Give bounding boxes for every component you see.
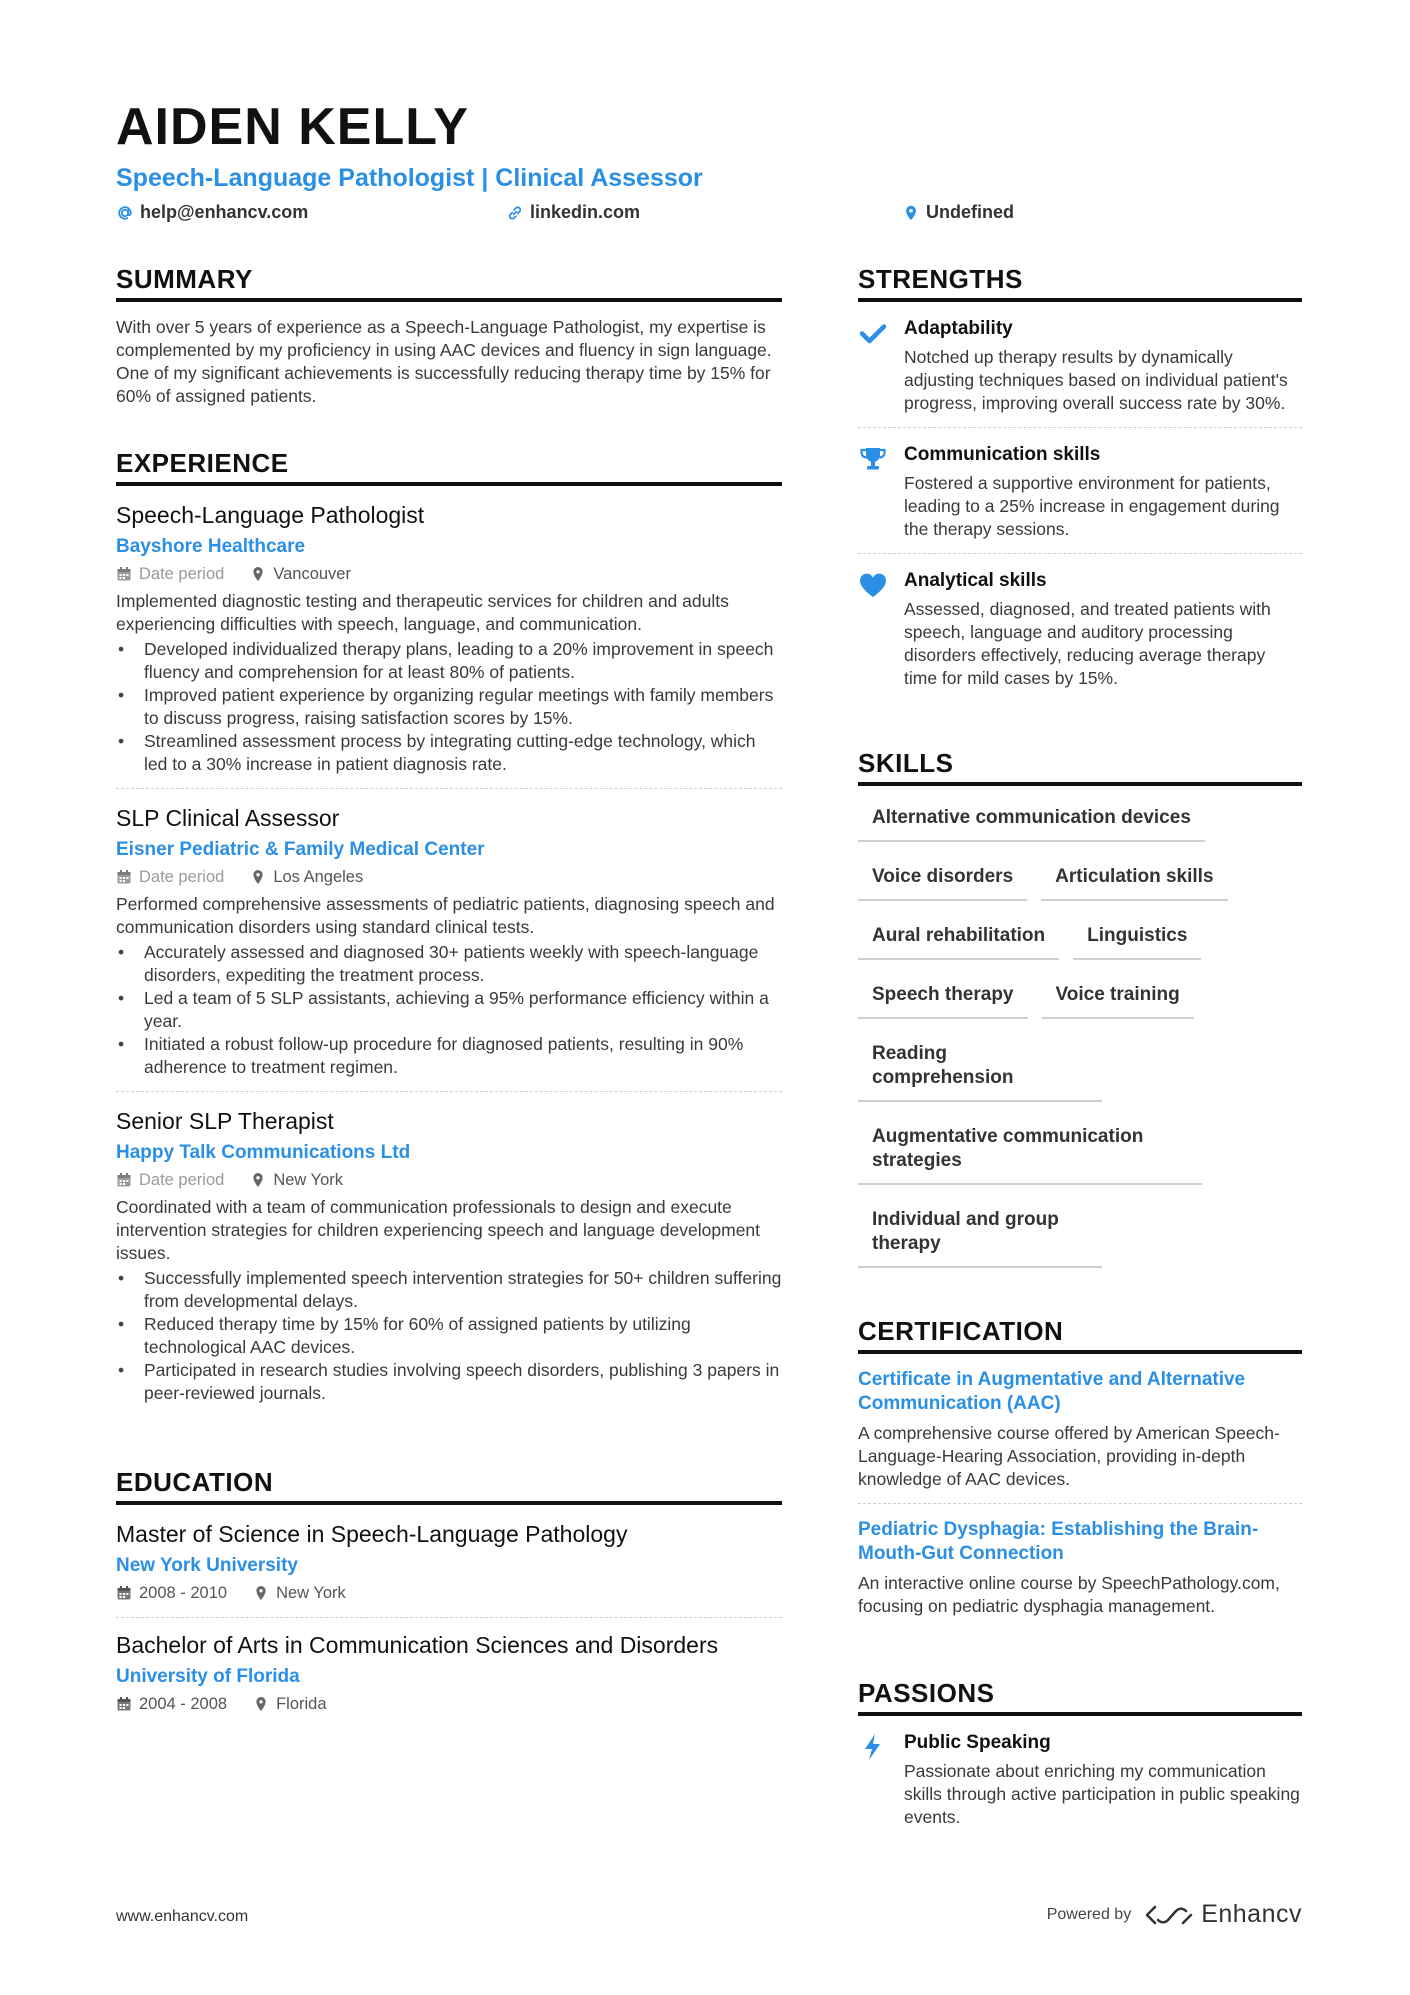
skill-tag: Reading comprehension xyxy=(858,1036,1102,1102)
bullet-item: • Improved patient experience by organizing regular meetings with family members to discuss progress, raising satisfaction scores by 15%. xyxy=(116,684,782,730)
job-meta xyxy=(116,562,782,586)
brand-logo[interactable] xyxy=(1145,1900,1302,1929)
bullet-item: • Accurately assessed and diagnosed 30+ patients weekly with speech-language disorders, expediting the treatment process. xyxy=(116,941,782,987)
bullet-item: • Led a team of 5 SLP assistants, achieving a 95% performance efficiency within a year. xyxy=(116,987,782,1033)
job-description: Coordinated with a team of communication professionals to design and execute intervention strategies for children experiencing speech and language development issues. xyxy=(116,1197,761,1263)
resume-header xyxy=(116,96,1296,230)
education-heading: EDUCATION xyxy=(116,1465,782,1505)
bullet-item: • Reduced therapy time by 15% for 60% of assigned patients by utilizing technological AAC devices. xyxy=(116,1313,782,1359)
strength-item xyxy=(858,568,1302,702)
education-meta xyxy=(116,1581,782,1605)
strength-title: Adaptability xyxy=(904,318,1013,339)
experience-heading: EXPERIENCE xyxy=(116,446,782,486)
brand-name: Enhancv xyxy=(1201,1900,1302,1928)
company-name: Eisner Pediatric & Family Medical Center xyxy=(116,839,485,860)
contact-linkedin[interactable] xyxy=(506,202,640,223)
strengths-section xyxy=(858,262,1302,702)
skill-tag: Voice disorders xyxy=(858,859,1027,901)
education-date: 2008 - 2010 xyxy=(116,1581,227,1605)
skill-tag: Articulation skills xyxy=(1041,859,1227,901)
experience-section xyxy=(116,446,782,1417)
bullet-item: • Successfully implemented speech intervention strategies for 50+ children suffering from developmental delays. xyxy=(116,1267,782,1313)
strength-title: Communication skills xyxy=(904,444,1101,465)
certification-item xyxy=(858,1518,1302,1630)
certification-title: Certificate in Augmentative and Alternative Communication (AAC) xyxy=(858,1369,1246,1414)
education-entry xyxy=(116,1630,782,1728)
experience-entry xyxy=(116,500,782,789)
location-pin-icon xyxy=(250,566,266,582)
location-pin-icon xyxy=(902,204,920,222)
at-icon xyxy=(116,204,134,222)
bullet-item: • Initiated a robust follow-up procedure for diagnosed patients, resulting in 90% adherence to treatment regimen. xyxy=(116,1033,782,1079)
education-location: New York xyxy=(253,1581,346,1605)
footer-url[interactable]: www.enhancv.com xyxy=(116,1908,249,1925)
skill-tag: Speech therapy xyxy=(858,977,1028,1019)
job-date: Date period xyxy=(116,865,224,889)
right-column xyxy=(858,262,1302,1879)
summary-heading: SUMMARY xyxy=(116,262,782,302)
location-pin-icon xyxy=(250,1172,266,1188)
company-name: Bayshore Healthcare xyxy=(116,536,306,557)
experience-entry xyxy=(116,1106,782,1417)
bullet-item: • Developed individualized therapy plans, leading to a 20% improvement in speech fluency and comprehension for at least 80% of patients. xyxy=(116,638,782,684)
bolt-icon xyxy=(858,1730,904,1829)
contact-location xyxy=(902,202,1014,223)
candidate-name: AIDEN KELLY xyxy=(116,98,469,156)
school-name: New York University xyxy=(116,1555,298,1576)
degree-title: Master of Science in Speech-Language Pathology xyxy=(116,1521,628,1547)
certification-heading: CERTIFICATION xyxy=(858,1314,1302,1354)
calendar-icon xyxy=(116,1172,132,1188)
skill-tag: Voice training xyxy=(1042,977,1194,1019)
certification-item xyxy=(858,1368,1302,1504)
candidate-title: Speech-Language Pathologist | Clinical Assessor xyxy=(116,164,703,192)
contact-email[interactable] xyxy=(116,202,308,223)
job-date: Date period xyxy=(116,1168,224,1192)
school-name: University of Florida xyxy=(116,1666,300,1687)
degree-title: Bachelor of Arts in Communication Sciences and Disorders xyxy=(116,1632,719,1658)
education-location: Florida xyxy=(253,1692,326,1716)
summary-section xyxy=(116,262,782,408)
location-pin-icon xyxy=(253,1696,269,1712)
summary-text: With over 5 years of experience as a Speech-Language Pathologist, my expertise is complemented by my proficiency in using AAC devices and fluency in sign language. One of my significant achievements is successfully reducing therapy time by 15% for 60% of assigned patients. xyxy=(116,317,772,406)
powered-by xyxy=(1047,1900,1302,1929)
certification-section xyxy=(858,1314,1302,1630)
bullet-item: • Streamlined assessment process by integrating cutting-edge technology, which led to a 30% increase in patient diagnosis rate. xyxy=(116,730,782,776)
passion-description: Passionate about enriching my communication skills through active participation in public speaking events. xyxy=(904,1761,1300,1827)
passions-heading: PASSIONS xyxy=(858,1676,1302,1716)
link-icon xyxy=(506,204,524,222)
strengths-heading: STRENGTHS xyxy=(858,262,1302,302)
email-text: help@enhancv.com xyxy=(140,202,309,222)
skill-tag: Individual and group therapy xyxy=(858,1202,1102,1268)
job-location: Vancouver xyxy=(250,562,351,586)
skills-section xyxy=(858,746,1302,1268)
skill-tag: Augmentative communication strategies xyxy=(858,1119,1202,1185)
experience-entry xyxy=(116,803,782,1092)
certification-description: An interactive online course by SpeechPathology.com, focusing on pediatric dysphagia management. xyxy=(858,1573,1280,1616)
contact-row xyxy=(116,200,1296,230)
strength-item xyxy=(858,316,1302,428)
calendar-icon xyxy=(116,1696,132,1712)
job-bullets xyxy=(116,638,782,776)
skill-tag: Aural rehabilitation xyxy=(858,918,1059,960)
location-pin-icon xyxy=(253,1585,269,1601)
certification-description: A comprehensive course offered by American Speech-Language-Hearing Association, providing in-depth knowledge of AAC devices. xyxy=(858,1423,1280,1489)
strength-description: Notched up therapy results by dynamically adjusting techniques based on individual patient's progress, improving overall success rate by 30%. xyxy=(904,347,1288,413)
job-description: Implemented diagnostic testing and therapeutic services for children and adults experiencing difficulties with speech, language, and communication. xyxy=(116,591,729,634)
passions-section xyxy=(858,1676,1302,1841)
job-title: Senior SLP Therapist xyxy=(116,1108,334,1134)
education-entry xyxy=(116,1519,782,1618)
job-location: Los Angeles xyxy=(250,865,363,889)
job-bullets xyxy=(116,1267,782,1405)
education-meta xyxy=(116,1692,782,1716)
strength-title: Analytical skills xyxy=(904,570,1047,591)
bullet-item: • Participated in research studies involving speech disorders, publishing 3 papers in peer-reviewed journals. xyxy=(116,1359,782,1405)
passion-item xyxy=(858,1730,1302,1841)
education-section xyxy=(116,1465,782,1728)
calendar-icon xyxy=(116,566,132,582)
job-title: Speech-Language Pathologist xyxy=(116,502,425,528)
skill-tag: Alternative communication devices xyxy=(858,800,1205,842)
check-icon xyxy=(858,316,904,415)
location-pin-icon xyxy=(250,869,266,885)
powered-by-label: Powered by xyxy=(1046,1905,1132,1923)
skills-list xyxy=(858,800,1302,1268)
job-meta xyxy=(116,1168,782,1192)
strength-description: Assessed, diagnosed, and treated patients with speech, language and auditory processing disorders effectively, reducing average therapy time for mild cases by 15%. xyxy=(904,599,1271,688)
job-location: New York xyxy=(250,1168,343,1192)
left-column xyxy=(116,262,782,1766)
calendar-icon xyxy=(116,1585,132,1601)
page-footer xyxy=(116,1896,1302,1936)
strength-item xyxy=(858,442,1302,554)
passion-title: Public Speaking xyxy=(904,1732,1051,1753)
job-date: Date period xyxy=(116,562,224,586)
job-title: SLP Clinical Assessor xyxy=(116,805,340,831)
enhancv-logo-icon xyxy=(1145,1902,1193,1928)
calendar-icon xyxy=(116,869,132,885)
company-name: Happy Talk Communications Ltd xyxy=(116,1142,411,1163)
heart-icon xyxy=(858,568,904,690)
education-date: 2004 - 2008 xyxy=(116,1692,227,1716)
skills-heading: SKILLS xyxy=(858,746,1302,786)
job-bullets xyxy=(116,941,782,1079)
job-description: Performed comprehensive assessments of pediatric patients, diagnosing speech and communication disorders using standard clinical tests. xyxy=(116,894,775,937)
linkedin-text: linkedin.com xyxy=(530,202,641,222)
skill-tag: Linguistics xyxy=(1073,918,1201,960)
strength-description: Fostered a supportive environment for patients, leading to a 25% increase in engagement during the therapy sessions. xyxy=(904,473,1280,539)
certification-title: Pediatric Dysphagia: Establishing the Brain-Mouth-Gut Connection xyxy=(858,1519,1259,1564)
job-meta xyxy=(116,865,782,889)
location-text: Undefined xyxy=(926,202,1014,222)
trophy-icon xyxy=(858,442,904,541)
